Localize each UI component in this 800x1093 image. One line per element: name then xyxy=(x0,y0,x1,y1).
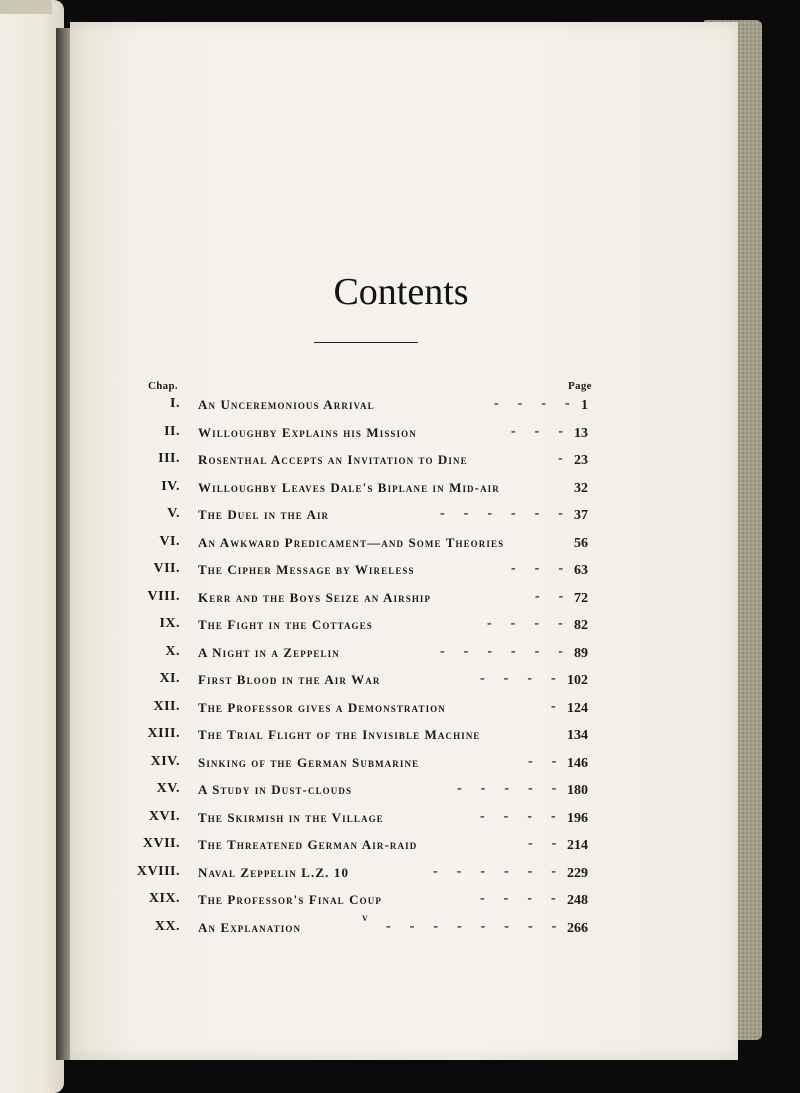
dot-leader: - xyxy=(551,698,557,714)
dot-leader: - xyxy=(558,451,564,466)
toc-entry xyxy=(70,479,738,499)
page-number: 56 xyxy=(574,535,588,551)
page-number: 248 xyxy=(567,893,588,908)
dot-leader: - - - - - - - - xyxy=(386,918,558,934)
dot-leader: - - - - xyxy=(480,891,557,906)
dot-leader: - - - - - - xyxy=(440,506,564,521)
chapter-number: XVI. xyxy=(148,808,180,824)
page-number: 72 xyxy=(574,590,588,606)
toc-entry xyxy=(70,781,738,801)
chapter-title: An Unceremonious Arrival xyxy=(198,397,375,412)
page-number: 196 xyxy=(567,810,588,826)
chapter-number: VII. xyxy=(153,561,180,576)
toc-entry xyxy=(70,699,738,719)
chapter-number: I. xyxy=(170,396,180,411)
toc-entry xyxy=(70,506,738,526)
dot-leader: - - xyxy=(528,753,558,769)
dot-leader: - - xyxy=(535,588,565,604)
toc-entry xyxy=(70,891,738,911)
page-number: 102 xyxy=(567,673,588,688)
chapter-number: XVII. xyxy=(142,836,180,851)
page-number: 229 xyxy=(567,865,588,881)
chapter-number: V. xyxy=(167,506,180,521)
page-number: 23 xyxy=(574,453,588,468)
toc-entry xyxy=(70,836,738,856)
dot-leader: - - - - - - xyxy=(440,643,564,659)
page-number: 13 xyxy=(574,425,588,441)
toc-entry xyxy=(70,561,738,581)
chapter-title: A Night in a Zeppelin xyxy=(198,644,340,660)
toc-entry xyxy=(70,396,738,416)
chapter-title: Naval Zeppelin L.Z. 10 xyxy=(198,864,350,880)
chapter-title: Kerr and the Boys Seize an Airship xyxy=(198,589,432,605)
toc-entry xyxy=(70,919,738,939)
chapter-number: III. xyxy=(158,451,180,466)
chapter-title: Willoughby Leaves Dale's Biplane in Mid-air xyxy=(198,479,500,495)
chapter-number: XVIII. xyxy=(136,863,180,879)
page-folio: v xyxy=(362,912,368,924)
chapter-number: XV. xyxy=(156,781,180,796)
chapter-title: Rosenthal Accepts an Invitation to Dine xyxy=(198,452,468,467)
chapter-title: Willoughby Explains his Mission xyxy=(198,424,417,440)
chapter-number: XII. xyxy=(153,698,180,714)
toc-entry xyxy=(70,616,738,636)
chapter-title: The Threatened German Air-raid xyxy=(198,837,418,852)
title-rule xyxy=(314,342,418,343)
chapter-title: The Professor gives a Demonstration xyxy=(198,699,446,715)
chapter-title: An Explanation xyxy=(198,919,302,935)
dot-leader: - - xyxy=(528,836,558,851)
page-number: 82 xyxy=(574,618,588,633)
page-number: 63 xyxy=(574,563,588,578)
page-number: 37 xyxy=(574,508,588,523)
page-number: 1 xyxy=(581,398,588,413)
chapter-number: XI. xyxy=(159,671,180,686)
page-number: 124 xyxy=(567,700,588,716)
dot-leader: - - - - xyxy=(494,396,571,411)
page-column-header: Page xyxy=(568,380,592,392)
toc-entry xyxy=(70,644,738,664)
toc-entry xyxy=(70,589,738,609)
toc-entry xyxy=(70,754,738,774)
chapter-number: II. xyxy=(164,423,180,439)
chapter-number: XX. xyxy=(154,918,180,934)
page-number: 214 xyxy=(567,838,588,853)
toc-entry xyxy=(70,451,738,471)
dot-leader: - - - xyxy=(511,423,564,439)
toc-entry xyxy=(70,424,738,444)
chapter-column-header: Chap. xyxy=(148,380,178,392)
chapter-title: Sinking of the German Submarine xyxy=(198,754,420,770)
chapter-number: IX. xyxy=(159,616,180,631)
chapter-number: XIV. xyxy=(150,753,180,769)
dot-leader: - - - xyxy=(511,561,564,576)
chapter-title: An Awkward Predicament—and Some Theories xyxy=(198,534,505,550)
page-number: 134 xyxy=(567,728,588,743)
contents-page xyxy=(70,22,738,1060)
dot-leader: - - - - xyxy=(480,808,557,824)
chapter-number: X. xyxy=(165,643,180,659)
left-page-edge xyxy=(0,0,64,1093)
toc-entry xyxy=(70,534,738,554)
chapter-title: A Study in Dust-clouds xyxy=(198,782,353,797)
chapter-number: VIII. xyxy=(147,588,180,604)
chapter-number: XIX. xyxy=(148,891,180,906)
chapter-number: IV. xyxy=(161,478,180,494)
chapter-title: The Duel in the Air xyxy=(198,507,330,522)
page-number: 146 xyxy=(567,755,588,771)
dot-leader: - - - - - xyxy=(457,781,558,796)
toc-entry xyxy=(70,726,738,746)
chapter-number: VI. xyxy=(159,533,180,549)
dot-leader: - - - - xyxy=(480,671,557,686)
page-number: 32 xyxy=(574,480,588,496)
chapter-title: The Fight in the Cottages xyxy=(198,617,373,632)
page-number: 180 xyxy=(567,783,588,798)
page-number: 89 xyxy=(574,645,588,661)
toc-entry xyxy=(70,671,738,691)
chapter-title: First Blood in the Air War xyxy=(198,672,381,687)
page-number: 266 xyxy=(567,920,588,936)
chapter-title: The Cipher Message by Wireless xyxy=(198,562,415,577)
chapter-title: The Professor's Final Coup xyxy=(198,892,382,907)
chapter-title: The Trial Flight of the Invisible Machine xyxy=(198,727,481,742)
dot-leader: - - - - - - xyxy=(433,863,557,879)
page-title: Contents xyxy=(333,271,469,313)
dot-leader: - - - - xyxy=(487,616,564,631)
chapter-number: XIII. xyxy=(147,726,180,741)
chapter-title: The Skirmish in the Village xyxy=(198,809,384,825)
toc-entry xyxy=(70,809,738,829)
toc-entry xyxy=(70,864,738,884)
